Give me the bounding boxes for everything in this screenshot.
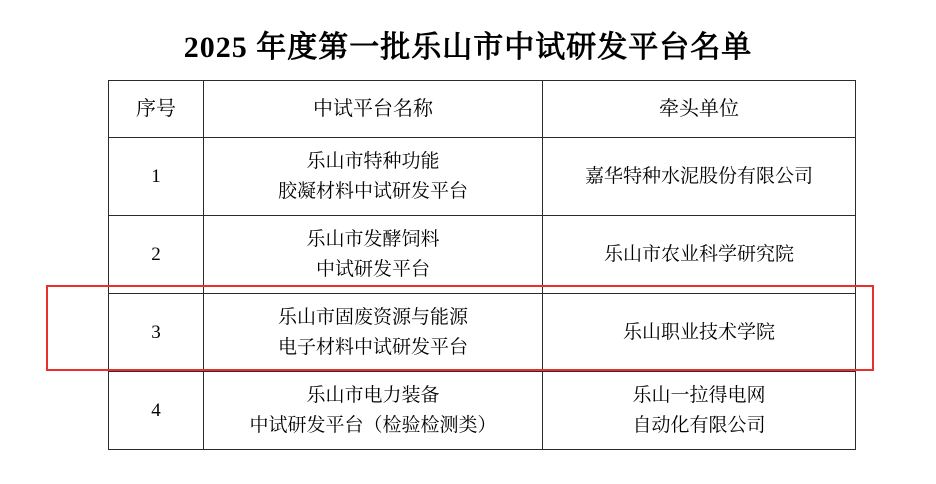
lead-unit-line: 自动化有限公司 [632, 414, 766, 436]
platform-name-line: 中试研发平台 [315, 258, 430, 280]
table-row [109, 372, 856, 450]
table-row [109, 294, 856, 372]
platform-name-line: 乐山市特种功能 [306, 151, 440, 173]
row-index: 1 [109, 138, 204, 216]
table-container [108, 80, 828, 450]
table-row [109, 138, 856, 216]
table-header [109, 81, 856, 138]
row-index: 4 [109, 372, 204, 450]
table-row [109, 216, 856, 294]
column-header-platform-name: 中试平台名称 [204, 81, 543, 138]
table-body [109, 138, 856, 450]
lead-unit-line: 乐山一拉得电网 [632, 385, 766, 407]
column-header-index: 序号 [109, 81, 204, 138]
platform-listing-table [108, 80, 856, 450]
platform-name-line: 乐山市发酵饲料 [306, 229, 440, 251]
row-platform-name [204, 372, 543, 450]
row-lead-unit [543, 216, 856, 294]
row-lead-unit [543, 138, 856, 216]
page-title: 2025 年度第一批乐山市中试研发平台名单 [183, 31, 753, 64]
row-index: 3 [109, 294, 204, 372]
platform-name-line: 乐山市固废资源与能源 [277, 307, 468, 329]
platform-name-line: 胶凝材料中试研发平台 [277, 180, 468, 202]
row-lead-unit [543, 372, 856, 450]
lead-unit-line: 乐山市农业科学研究院 [603, 243, 794, 265]
column-header-lead-unit: 牵头单位 [543, 81, 856, 138]
platform-name-line: 中试研发平台（检验检测类） [249, 414, 497, 436]
row-platform-name [204, 216, 543, 294]
row-platform-name [204, 294, 543, 372]
table-header-row [109, 81, 856, 138]
platform-name-line: 电子材料中试研发平台 [277, 336, 468, 358]
row-index: 2 [109, 216, 204, 294]
row-platform-name [204, 138, 543, 216]
lead-unit-line: 乐山职业技术学院 [622, 321, 775, 343]
row-lead-unit [543, 294, 856, 372]
platform-name-line: 乐山市电力装备 [306, 385, 440, 407]
lead-unit-line: 嘉华特种水泥股份有限公司 [584, 165, 813, 187]
